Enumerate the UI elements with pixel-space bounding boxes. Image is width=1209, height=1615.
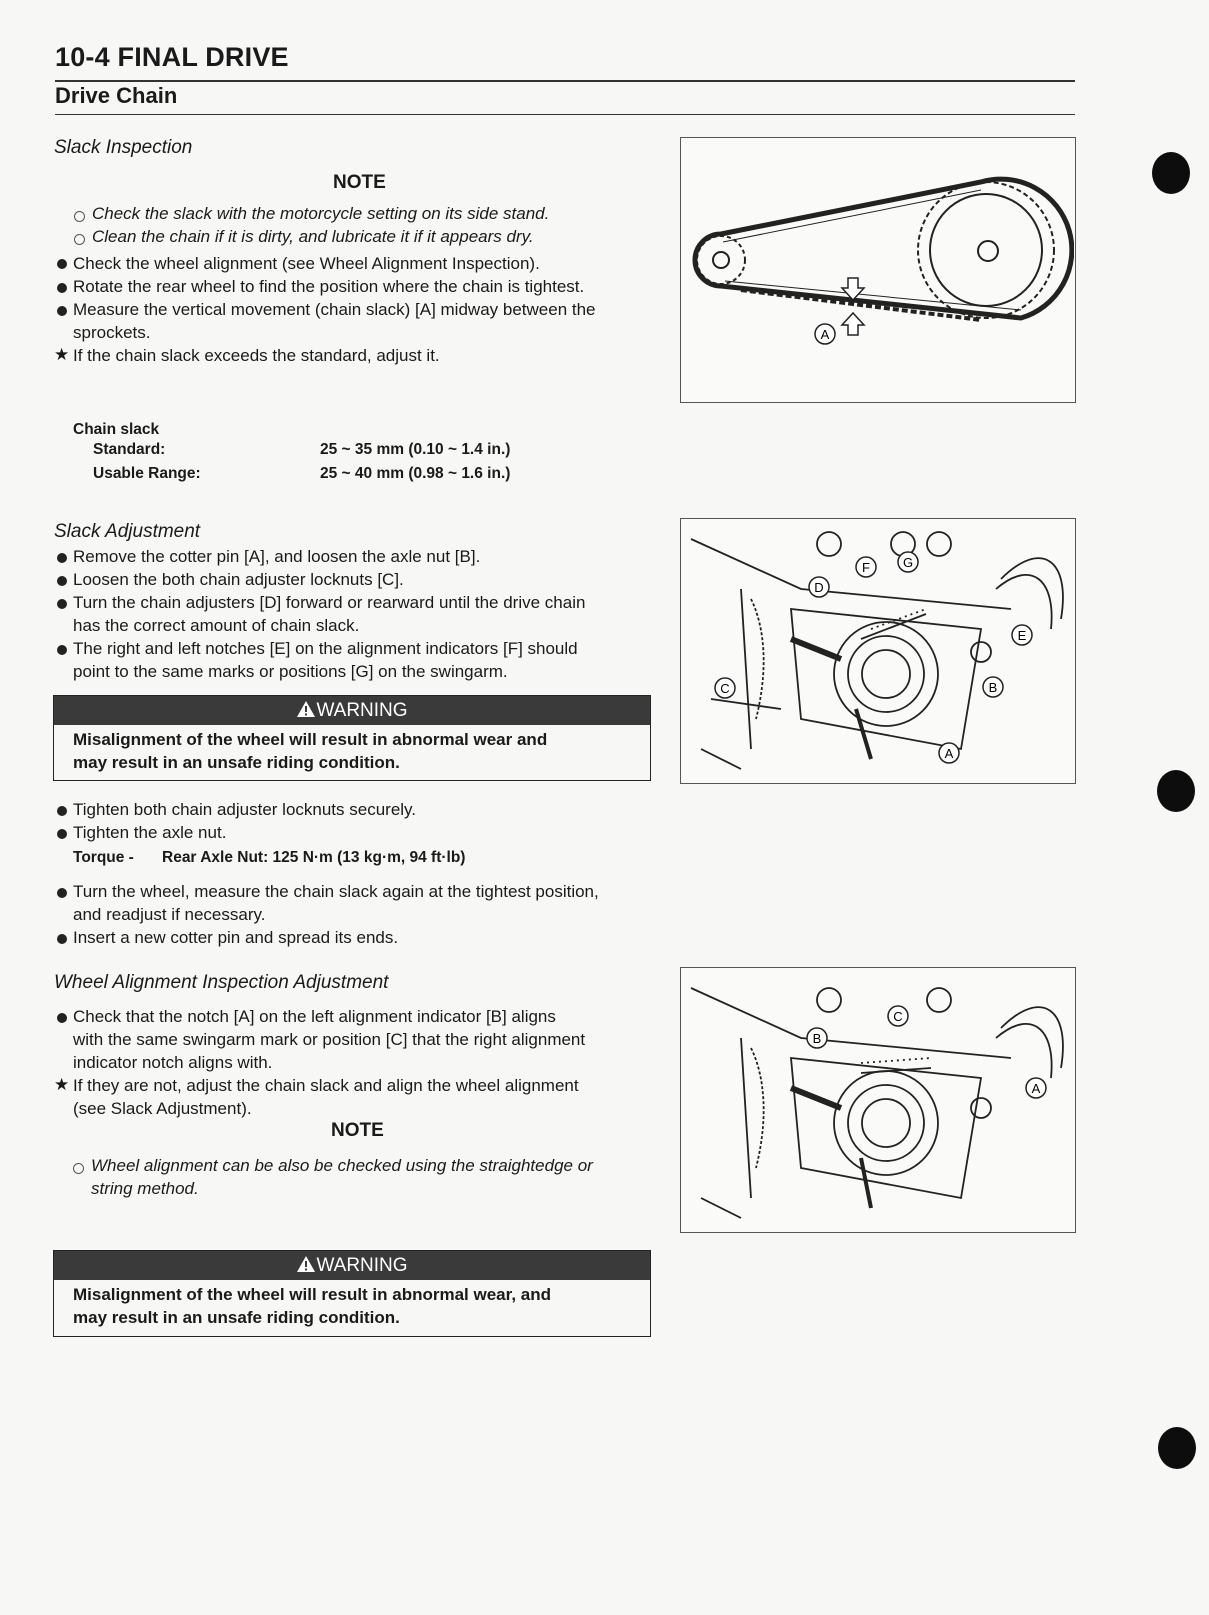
slack-inspection-heading: Slack Inspection [54,137,193,158]
spec-standard-label: Standard: [93,441,166,458]
bullet-icon [57,806,67,816]
instruction-line: has the correct amount of chain slack. [73,616,360,635]
spec-title: Chain slack [73,421,160,438]
bullet-icon [57,259,67,269]
torque-label: Torque - [73,849,134,866]
instruction-line: Remove the cotter pin [A], and loosen the axle nut [B]. [73,547,481,566]
warning-box [53,695,651,781]
instruction-line: and readjust if necessary. [73,905,266,924]
note-line: Check the slack with the motorcycle setting on its side stand. [92,204,550,223]
callout-c: C [893,1009,903,1024]
bullet-icon [57,1013,67,1023]
instruction-line: Tighten both chain adjuster locknuts securely. [73,800,417,819]
note-line: string method. [91,1179,199,1198]
bullet-icon [57,934,67,944]
section-rule [55,114,1075,115]
punch-hole [1152,152,1190,194]
callout-b: B [988,680,998,695]
bullet-icon [57,645,67,655]
note-line: Wheel alignment can be also be checked using the straightedge or [91,1156,593,1175]
bullet-icon [57,599,67,609]
header-rule [55,80,1075,82]
note-bullet-icon [74,211,85,222]
warning-label: WARNING [316,700,408,721]
note-bullet-icon [74,234,85,245]
bullet-icon [57,576,67,586]
note-label: NOTE [331,1120,384,1141]
callout-b: B [812,1031,822,1046]
instruction-line: Rotate the rear wheel to find the position where the chain is tightest. [73,277,585,296]
warning-header [54,696,650,725]
chain-drive-illustration [681,138,1074,401]
torque-value: Rear Axle Nut: 125 N·m (13 kg·m, 94 ft·lb) [162,849,466,866]
punch-hole [1157,770,1195,812]
spec-usable-label: Usable Range: [93,465,201,482]
bullet-icon [57,306,67,316]
warning-triangle-icon [296,1255,316,1273]
callout-g: G [902,555,914,570]
wheel-alignment-illustration [681,968,1074,1231]
wheel-alignment-figure [680,967,1076,1233]
callout-f: F [862,560,870,575]
bullet-icon [57,829,67,839]
wheel-alignment-heading: Wheel Alignment Inspection Adjustment [54,972,389,993]
note-label: NOTE [333,172,386,193]
instruction-line: Loosen the both chain adjuster locknuts [C]. [73,570,404,589]
instruction-line: Measure the vertical movement (chain slack) [A] midway between the [73,300,596,319]
instruction-line: If the chain slack exceeds the standard, adjust it. [73,346,440,365]
instruction-line: indicator notch aligns with. [73,1053,273,1072]
callout-a: A [820,327,830,342]
note-bullet-icon [73,1163,84,1174]
instruction-line: Tighten the axle nut. [73,823,227,842]
section-title: Drive Chain [55,83,178,108]
star-icon: ★ [54,1075,70,1094]
warning-text: may result in an unsafe riding condition. [73,1307,400,1327]
slack-adjustment-heading: Slack Adjustment [54,521,201,542]
instruction-line: point to the same marks or positions [G] on the swingarm. [73,662,508,681]
instruction-line: with the same swingarm mark or position [C] that the right alignment [73,1030,586,1049]
instruction-line: Turn the wheel, measure the chain slack again at the tightest position, [73,882,599,901]
bullet-icon [57,888,67,898]
warning-label: WARNING [316,1255,408,1276]
warning-box [53,1250,651,1337]
spec-standard-value: 25 ~ 35 mm (0.10 ~ 1.4 in.) [320,441,511,458]
instruction-line: (see Slack Adjustment). [73,1099,252,1118]
chain-adjuster-illustration [681,519,1074,782]
instruction-line: Turn the chain adjusters [D] forward or rearward until the drive chain [73,593,586,612]
instruction-line: sprockets. [73,323,151,342]
note-line: Clean the chain if it is dirty, and lubricate it if it appears dry. [92,227,534,246]
callout-e: E [1017,628,1027,643]
callout-d: D [814,580,824,595]
bullet-icon [57,553,67,563]
instruction-line: Check the wheel alignment (see Wheel Alignment Inspection). [73,254,540,273]
instruction-line: Check that the notch [A] on the left alignment indicator [B] aligns [73,1007,556,1026]
callout-a: A [1031,1081,1041,1096]
warning-text: Misalignment of the wheel will result in abnormal wear and [73,730,548,749]
instruction-line: Insert a new cotter pin and spread its ends. [73,928,399,947]
callout-a: A [944,746,954,761]
instruction-line: If they are not, adjust the chain slack and align the wheel alignment [73,1076,579,1095]
spec-usable-value: 25 ~ 40 mm (0.98 ~ 1.6 in.) [320,465,511,482]
callout-c: C [720,681,730,696]
chain-slack-figure [680,137,1076,403]
star-icon: ★ [54,345,70,364]
punch-hole [1158,1427,1196,1469]
warning-header [54,1251,650,1280]
page-title: 10-4 FINAL DRIVE [55,42,289,72]
bullet-icon [57,283,67,293]
chain-adjuster-figure [680,518,1076,784]
warning-text: may result in an unsafe riding condition. [73,752,400,772]
warning-text: Misalignment of the wheel will result in abnormal wear, and [73,1285,551,1304]
instruction-line: The right and left notches [E] on the alignment indicators [F] should [73,639,578,658]
warning-triangle-icon [296,700,316,718]
